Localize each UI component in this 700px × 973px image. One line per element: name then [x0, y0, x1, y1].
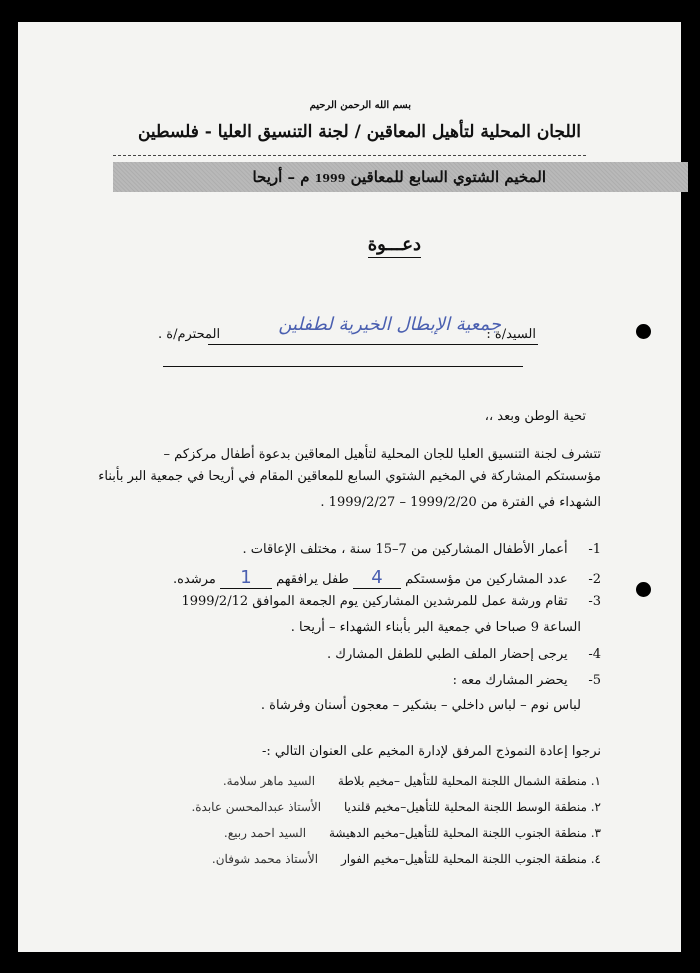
address-intro: نرجوا إعادة النموذج المرفق لإدارة المخيم على العنوان التالي :-	[261, 744, 601, 759]
list-item-continued: لباس نوم – لباس داخلي – بشكير – معجون أسنان وفرشاة .	[260, 698, 581, 713]
participant-count-blank	[353, 567, 401, 589]
address-row	[223, 774, 601, 788]
list-item	[181, 594, 601, 609]
item-text: طفل يرافقهم	[276, 572, 349, 587]
guides-count-blank	[220, 567, 272, 589]
address-region: منطقة الوسط اللجنة المحلية للتأهيل–مخيم قلنديا	[343, 800, 587, 814]
item-text: تقام ورشة عمل للمرشدين المشاركين يوم الجمعة الموافق 1999/2/12	[181, 594, 568, 609]
address-region: منطقة الشمال اللجنة المحلية للتأهيل –مخيم بلاطة	[337, 774, 587, 788]
handwritten-guides: 1	[240, 567, 252, 588]
item-text: يحضر المشارك معه :	[452, 673, 568, 688]
recipient-line	[208, 344, 538, 345]
body-line-3: الشهداء في الفترة من 1999/2/20 – 1999/2/27 .	[320, 495, 601, 510]
item-number: 4-	[588, 647, 601, 662]
address-number: ٤.	[590, 852, 601, 866]
list-item	[243, 542, 601, 557]
address-region: منطقة الجنوب اللجنة المحلية للتأهيل–مخيم الدهيشة	[329, 826, 587, 840]
body-line-2: مؤسستكم المشاركة في المخيم الشتوي السابع للمعاقين المقام في أريحا في جمعية البر بأبناء	[98, 469, 601, 484]
punch-hole	[636, 582, 651, 597]
list-item	[327, 647, 601, 662]
recipient-label: السيد/ة :	[486, 327, 536, 342]
list-item	[453, 673, 601, 688]
list-item	[173, 567, 601, 589]
respected-label: المحترم/ة .	[158, 327, 221, 342]
organization-heading: اللجان المحلية لتأهيل المعاقين / لجنة التنسيق العليا - فلسطين	[137, 122, 581, 142]
item-number: 5-	[588, 673, 601, 688]
item-text: عدد المشاركين من مؤسستكم	[405, 572, 568, 587]
punch-hole	[636, 324, 651, 339]
body-line-1: تتشرف لجنة التنسيق العليا للجان المحلية لتأهيل المعاقين بدعوة أطفال مركزكم –	[163, 447, 601, 462]
handwritten-count: 4	[371, 567, 383, 588]
item-text: أعمار الأطفال المشاركين من 7–15 سنة ، مختلف الإعاقات .	[242, 542, 568, 557]
item-number: 2-	[588, 572, 601, 587]
recipient-second-line	[163, 366, 523, 367]
address-contact: الأستاذ محمد شوفان.	[211, 852, 319, 866]
banner-main: المخيم الشتوي السابع للمعاقين	[350, 168, 546, 186]
list-item-continued: الساعة 9 صباحا في جمعية البر بأبناء الشهداء – أريحا .	[290, 620, 581, 635]
item-text: يرجى إحضار الملف الطبي للطفل المشارك .	[327, 647, 568, 662]
recipient-handwritten-name: جمعية الإبطال الخيرية لطفلين	[278, 314, 501, 335]
basmala: بسم الله الرحمن الرحيم	[309, 100, 411, 111]
address-number: ٣.	[590, 826, 601, 840]
address-region: منطقة الجنوب اللجنة المحلية للتأهيل–مخيم الفوار	[340, 852, 587, 866]
greeting: تحية الوطن وبعد ،،	[484, 409, 586, 424]
banner-year: 1999	[314, 172, 346, 185]
address-contact: السيد ماهر سلامة.	[222, 774, 316, 788]
header-divider	[113, 155, 586, 156]
camp-banner-text	[252, 168, 546, 186]
document-title: دعـــوة	[368, 234, 421, 258]
document-page	[18, 22, 681, 952]
address-row	[224, 826, 601, 840]
address-number: ٢.	[590, 800, 601, 814]
item-text: مرشده.	[173, 572, 216, 587]
address-contact: الأستاذ عبدالمحسن عابدة.	[191, 800, 322, 814]
item-number: 3-	[588, 594, 601, 609]
banner-tail: م – أريحا	[252, 168, 310, 186]
address-number: ١.	[590, 774, 601, 788]
item-number: 1-	[588, 542, 601, 557]
address-row	[212, 852, 601, 866]
address-contact: السيد احمد ربيع.	[223, 826, 307, 840]
address-row	[191, 800, 601, 814]
